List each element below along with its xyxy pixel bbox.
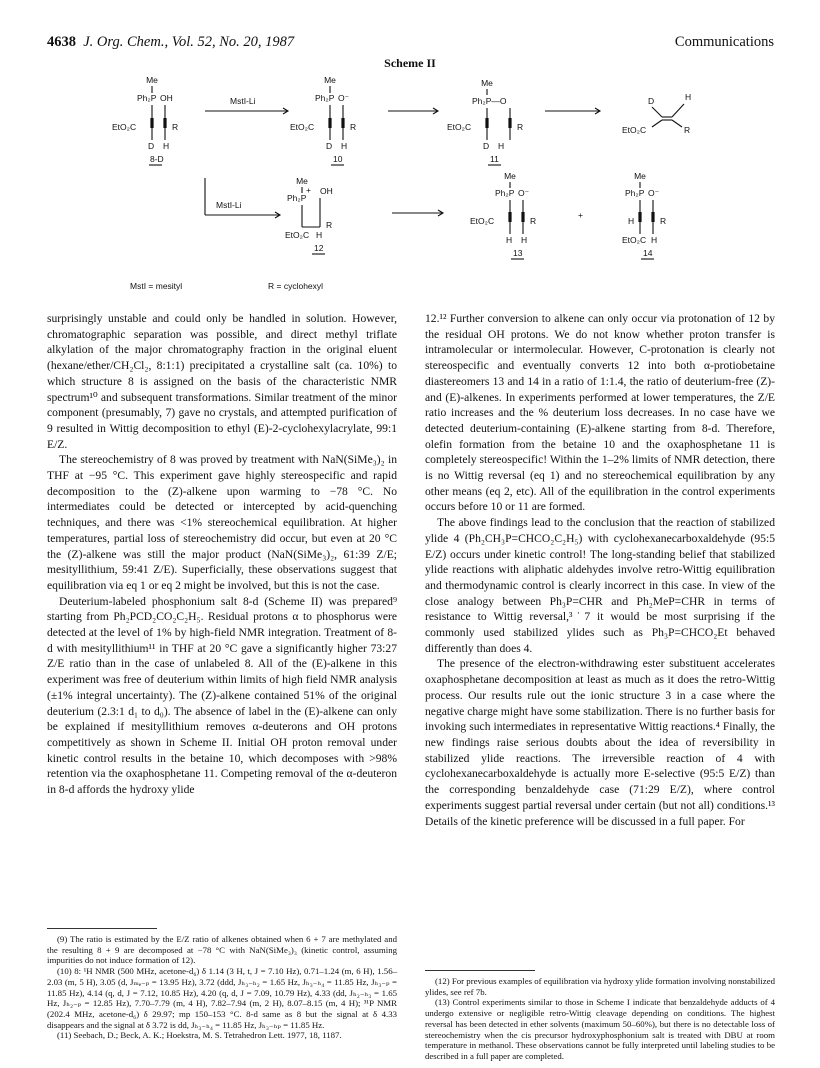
svg-text:Ph₂P: Ph₂P — [287, 193, 307, 203]
svg-text:EtO₂C: EtO₂C — [285, 230, 310, 240]
cmpd-label-10: 10 — [333, 154, 343, 164]
svg-text:Me: Me — [504, 171, 516, 181]
branch-arrow — [205, 178, 280, 218]
footnotes-right — [425, 976, 775, 1062]
footnote-rule — [47, 928, 157, 929]
body-column-right — [425, 311, 775, 829]
svg-text:O⁻: O⁻ — [518, 188, 530, 198]
journal-name: J. Org. Chem., — [83, 34, 169, 50]
svg-text:D: D — [326, 141, 333, 151]
paragraph: 12.¹² Further conversion to alkene can only occur via protonation of 12 by the residual OH protons. We do not know whether proton transfer is intramolecular or intermolecular. However, C-protonation is clearly not stereospecific and eventually converts 12 into both α-protiobetaine diastereomers 13 and 14 in a ratio of 1:1.4, the ratio of deuterium-free (Z)- and (E)-alkenes. In experiments performed at lower temperatures, the Z/E ratio increases and the % deuterium loss decreases. In no case have we detected deuterium-containing (E)-alkene starting from 8-d. Therefore, olefin formation from the betaine 10 and the oxaphosphetane 11 is completely stereospecific! Within the 1–2% limits of NMR detection, there is no Wittig reversal (eq 1) and no stereochemical equilibration by any other means (eq 2, etc). All of the equilibration in the control experiments occurs before 10 or 11 are formed. — [425, 312, 775, 514]
svg-text:R: R — [517, 122, 524, 132]
legend-mesityl: MstI = mesityl — [130, 281, 183, 291]
cmpd-label-8d: 8-D — [150, 154, 164, 164]
svg-text:R: R — [684, 125, 691, 135]
svg-text:Me: Me — [296, 176, 308, 186]
volume-info: Vol. 52, No. 20, 1987 — [171, 34, 295, 50]
paragraph: Deuterium-labeled phosphonium salt 8-d (Scheme II) was prepared⁹ starting from Ph₂PCD₂CO₂C₂H₅. Residual protons α to phosphorus were detected at the level of 1% by high-field NMR integration. Treatment of 8-d with mesityllithium¹¹ in THF at 20 °C gave a significantly higher 73:27 Z/E ratio than in the case of unlabeled 8. All of the (E)-alkene in this experiment was free of deuterium within limits of high field NMR analysis (±1% integral uncertainty). The (Z)-alkene contained 51% of the original deuterium (2.3:1 d₁ to d₀). The absence of label in the (E)-alkene can only be explained if mesityllithium removes α-deuterons and OH protons competitively as shown in Scheme II. Initial OH proton removal under kinetic control results in the betaine 10, which decomposes with >98% retention via the oxaphosphetane 11. Competing removal of the α-deuteron in 8-d affords the hydroxy ylide — [47, 594, 397, 797]
svg-text:D: D — [483, 141, 490, 151]
svg-text:MstI-Li: MstI-Li — [216, 200, 242, 210]
svg-text:EtO₂C: EtO₂C — [622, 125, 647, 135]
paragraph: The stereochemistry of 8 was proved by treatment with NaN(SiMe₃)₂ in THF at −95 °C. This experiment gave highly stereospecific and rapid decomposition to the (Z)-alkene upon warming to −78 °C. No intermediates could be detected or intercepted by acid-quenching techniques, and there was <1% stereochemical equilibration. At higher temperatures, partial loss of stereochemistry did occur, but even at 20 °C the (Z)-alkene was still the major product (NaN(SiMe₃)₂, 61:39 Z/E; mesityllithium, 59:41 Z/E). Superficially, these observations suggest that equilibration via eq 1 or eq 2 might be involved, but this is not the case. — [47, 453, 397, 592]
svg-text:Ph₂P—O: Ph₂P—O — [472, 96, 507, 106]
svg-text:H: H — [506, 235, 513, 245]
paragraph: surprisingly unstable and could only be handled in solution. However, chromatographic separation was possible, and direct methyl triflate alkylation of the major chromatography fraction in the original eluent (hexane/ether/CH₂Cl₂, 8:1:1) precipitated a crystalline salt (ca. 10%) to which structure 8 is assigned on the basis of the characteristic NMR spectrum¹⁰ and subsequent transformations. Similar treatment of the minor component (presumably, 7) gave no crystals, and attempted purification of 9 resulted in Wittig decomposition to ethyl (E)-2-cyclohexylacrylate, 99:1 E/Z. — [47, 312, 397, 451]
reagent-arrow-1 — [205, 96, 288, 114]
arrow-3 — [545, 108, 600, 114]
svg-text:Ph₂P: Ph₂P — [315, 93, 335, 103]
footnote: (9) The ratio is estimated by the E/Z ratio of alkenes obtained when 6 + 7 are methylated and the resulting 8 + 9 are decomposed at −78 °C with NaN(SiMe₃)₃ (kinetic control, assuming impurities do not induce formation of 12). — [47, 934, 397, 966]
compound-10 — [290, 75, 356, 165]
cmpd-label-13: 13 — [513, 248, 523, 258]
footnotes-left — [47, 934, 397, 1041]
svg-text:H: H — [316, 230, 323, 240]
body-column-left — [47, 311, 397, 798]
alkene-product — [622, 92, 691, 135]
footnote: (10) 8: ¹H NMR (500 MHz, acetone-d₆) δ 1.14 (3 H, t, J = 7.10 Hz), 0.71–1.24 (m, 6 H), 1.56–2.03 (m, 5 H), 3.05 (d, Jₘₑ₋ₚ = 13.95 Hz), 3.72 (ddd, Jₕ₃₋ₕ₂ = 1.65 Hz, Jₕ₃₋ₕ₄ = 11.85 Hz, Jₕ₃₋ₚ = 11.85 Hz), 4.14 (q, d, J = 7.12, 10.85 Hz), 4.20 (q, d, J = 7.09, 10.79 Hz), 4.33 (dd, Jₕ₂₋ₕ₃ = 1.65 Hz, Jₕ₂₋ₚ = 12.85 Hz), 7.70–7.79 (m, 4 H), 7.82–7.94 (m, 2 H), 8.07–8.15 (m, 4 H); ³¹P NMR (202.4 MHz, acetone-d₆) δ 29.97; mp 150–153 °C. 8-d same as 8 but the signal at δ 4.33 disappears and the signal at δ 3.72 is dd, Jₕ₃₋ₕ₄ = 11.85 Hz, Jₕ₃₋ₕₚ = 11.85 Hz. — [47, 966, 397, 1030]
svg-text:D: D — [648, 96, 655, 106]
svg-text:H: H — [628, 216, 635, 226]
label-h: H — [163, 141, 170, 151]
svg-text:Me: Me — [324, 75, 336, 85]
svg-text:R: R — [660, 216, 667, 226]
svg-text:R: R — [326, 220, 333, 230]
footnote-rule — [425, 970, 535, 971]
reaction-scheme — [0, 0, 820, 310]
svg-text:Ph₂P: Ph₂P — [625, 188, 645, 198]
compound-12 — [285, 176, 333, 254]
reagent-label: MstI-Li — [230, 96, 256, 106]
arrow-4 — [392, 210, 443, 216]
compound-11 — [447, 78, 523, 165]
svg-text:EtO₂C: EtO₂C — [290, 122, 315, 132]
paragraph: The above findings lead to the conclusion that the reaction of stabilized ylide 4 (Ph₂CH₃P=CHCO₂C₂H₅) with cyclohexanecarboxaldehyde (95:5 E/Z) occurs under kinetic control! The long-standing belief that stabilized ylide reactions with aliphatic aldehydes involve retro-Wittig equilibration and thermodynamic control is clearly incorrect in this case. In view of the close analogy between Ph₃P=CHR and Ph₂MeP=CHR in terms of resistance to Wittig reversal,³˙7 it would be most surprising if the commonly used stabilized ylides such as Ph₃P=CHCO₂Et behaved differently than does 4. — [425, 516, 775, 655]
page-number: 4638 — [47, 34, 76, 50]
scheme-title: Scheme II — [384, 56, 436, 70]
arrow-2 — [388, 108, 438, 114]
cmpd-label-14: 14 — [643, 248, 653, 258]
compound-8d — [112, 75, 178, 165]
svg-text:Ph₂P: Ph₂P — [495, 188, 515, 198]
svg-text:EtO₂C: EtO₂C — [470, 216, 495, 226]
compound-14 — [622, 171, 666, 259]
svg-text:R: R — [350, 122, 357, 132]
svg-text:H: H — [521, 235, 528, 245]
footnote: (12) For previous examples of equilibration via hydroxy ylide formation involving nonstabilized ylides, see ref 7b. — [425, 976, 775, 997]
section-name: Communications — [674, 34, 774, 50]
label-oh: OH — [160, 93, 173, 103]
svg-text:OH: OH — [320, 186, 333, 196]
svg-text:EtO₂C: EtO₂C — [622, 235, 647, 245]
paragraph: The presence of the electron-withdrawing ester substituent accelerates oxaphosphetane decomposition at least as much as it does the retro-Wittig process. Our results rule out the ionic structure 3 in a case where the negative charge might have some stabilization. There is no further basis for invoking such intermediates in representative Wittig reactions.⁴ Finally, the new findings raise serious doubts about the idea of reversibility in stabilized ylide reactions. The irreversible reaction of 4 with cyclohexanecarboxaldehyde is actually more E-selective (95:5 E/Z) than the corresponding benzaldehyde case (71:29 E/Z), where control experiments suggest partial reversal under certain (but not all) conditions.¹³ Details of the kinetic preference will be discussed in a full paper. For — [425, 657, 775, 828]
plus-sign: + — [578, 210, 583, 220]
svg-text:EtO₂C: EtO₂C — [447, 122, 472, 132]
svg-text:O⁻: O⁻ — [338, 93, 350, 103]
svg-text:+: + — [306, 185, 311, 195]
legend-cyclohexyl: R = cyclohexyl — [268, 281, 324, 291]
svg-text:H: H — [685, 92, 692, 102]
label-d: D — [148, 141, 155, 151]
footnote: (13) Control experiments similar to those in Scheme I indicate that benzaldehyde adducts of 4 undergo extensive or negligible retro-Wittig cleavage depending on conditions. The highest reversal has been detected in ether solvents (maximum 50–60%), but there is no detectable loss of stereochemistry when the cis precursor hydroxyphosphonium salt is treated with DBU at room temperature in methanol. These observations cannot be fully interpreted until labeling studies to be described in a full paper are completed. — [425, 997, 775, 1061]
compound-13 — [470, 171, 536, 259]
svg-text:H: H — [498, 141, 505, 151]
label-r: R — [172, 122, 179, 132]
footnote: (11) Seebach, D.; Beck, A. K.; Hoekstra, M. S. Tetrahedron Lett. 1977, 18, 1187. — [57, 1030, 342, 1041]
svg-text:O⁻: O⁻ — [648, 188, 660, 198]
label-me: Me — [146, 75, 158, 85]
label-ph2p: Ph₂P — [137, 93, 157, 103]
label-eto2c: EtO₂C — [112, 122, 137, 132]
cmpd-label-12: 12 — [314, 243, 324, 253]
svg-text:H: H — [651, 235, 658, 245]
svg-text:Me: Me — [481, 78, 493, 88]
svg-text:H: H — [341, 141, 348, 151]
svg-text:R: R — [530, 216, 537, 226]
cmpd-label-11: 11 — [490, 154, 499, 164]
svg-text:Me: Me — [634, 171, 646, 181]
